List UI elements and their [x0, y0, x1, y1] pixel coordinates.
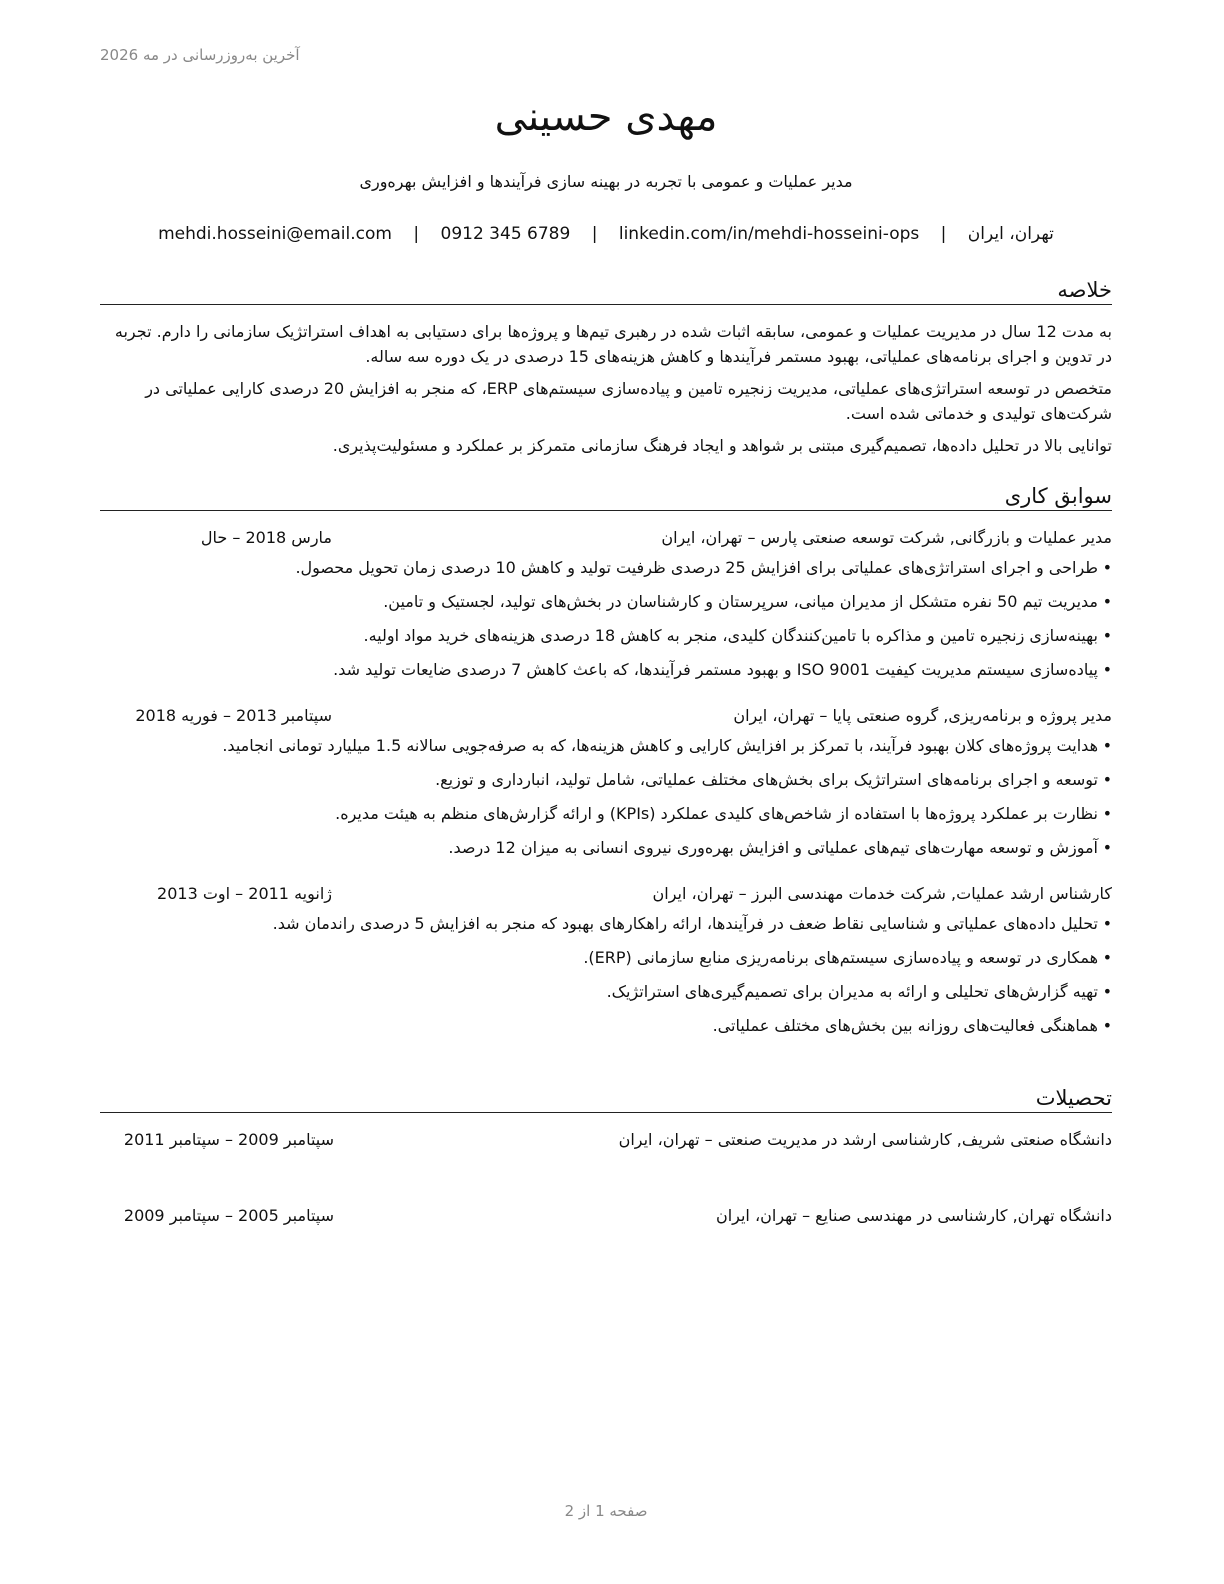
education-title: دانشگاه تهران, کارشناسی در مهندسی صنایع – تهران، ایران [715, 1206, 1112, 1225]
contact-separator: | [591, 224, 598, 244]
education-entry [100, 1203, 1112, 1279]
summary-section [100, 276, 1112, 465]
education-dates: سپتامبر 2005 – سپتامبر 2009 [123, 1206, 334, 1225]
job-bullet: •هماهنگی فعالیت‌های روزانه بین بخش‌های مختلف عملیاتی. [712, 1016, 1112, 1035]
education-title: دانشگاه صنعتی شریف, کارشناسی ارشد در مدیریت صنعتی – تهران، ایران [618, 1130, 1112, 1149]
job-entry [100, 881, 1112, 1043]
summary-heading: خلاصه [100, 276, 1112, 305]
job-title: مدیر پروژه و برنامه‌ریزی, گروه صنعتی پایا – تهران، ایران [733, 706, 1112, 725]
job-bullet: •همکاری در توسعه و پیاده‌سازی سیستم‌های برنامه‌ریزی منابع سازمانی (ERP). [583, 948, 1112, 967]
job-bullet: •طراحی و اجرای استراتژی‌های عملیاتی برای افزایش 25 درصدی ظرفیت تولید و کاهش 10 درصدی زمان تحویل محصول. [295, 558, 1112, 577]
job-bullet: •توسعه و اجرای برنامه‌های استراتژیک برای بخش‌های مختلف عملیاتی، شامل تولید، انبارداری و توزیع. [435, 770, 1112, 789]
job-bullet: •پیاده‌سازی سیستم مدیریت کیفیت ISO 9001 و بهبود مستمر فرآیندها، که باعث کاهش 7 درصدی ضایعات تولید شد. [333, 660, 1112, 679]
contact-location: تهران، ایران [967, 224, 1054, 244]
education-dates: سپتامبر 2009 – سپتامبر 2011 [123, 1130, 334, 1149]
experience-heading: سوابق کاری [100, 482, 1112, 511]
education-section [100, 1084, 1112, 1279]
job-dates: سپتامبر 2013 – فوریه 2018 [135, 706, 332, 725]
resume-page [100, 0, 1112, 1584]
education-entry [100, 1127, 1112, 1203]
job-bullet: •تحلیل داده‌های عملیاتی و شناسایی نقاط ضعف در فرآیندها، ارائه راهکارهای بهبود که منجر به افزایش 5 درصدی راندمان شد. [272, 914, 1112, 933]
contact-separator: | [940, 224, 947, 244]
summary-paragraph: توانایی بالا در تحلیل داده‌ها، تصمیم‌گیری مبتنی بر شواهد و ایجاد فرهنگ سازمانی متمرکز بر عملکرد و مسئولیت‌پذیری. [332, 436, 1112, 455]
job-bullet: •آموزش و توسعه مهارت‌های تیم‌های عملیاتی و افزایش بهره‌وری نیروی انسانی به میزان 12 درصد. [448, 838, 1112, 857]
job-bullet: •نظارت بر عملکرد پروژه‌ها با استفاده از شاخص‌های کلیدی عملکرد (KPIs) و ارائه گزارش‌های منظم به هیئت مدیره. [335, 804, 1112, 823]
contact-phone[interactable]: 0912 345 6789 [440, 224, 571, 244]
job-title: کارشناس ارشد عملیات, شرکت خدمات مهندسی البرز – تهران، ایران [652, 884, 1112, 903]
last-updated-note: آخرین به‌روزرسانی در مه 2026 [100, 46, 300, 64]
job-dates: مارس 2018 – حال [200, 528, 332, 547]
candidate-name: مهدی حسینی [494, 94, 718, 140]
job-dates: ژانویه 2011 – اوت 2013 [157, 884, 332, 903]
job-entry [100, 703, 1112, 865]
contact-line [100, 224, 1112, 244]
job-bullet: •تهیه گزارش‌های تحلیلی و ارائه به مدیران برای تصمیم‌گیری‌های استراتژیک. [606, 982, 1112, 1001]
job-title: مدیر عملیات و بازرگانی, شرکت توسعه صنعتی پارس – تهران، ایران [661, 528, 1112, 547]
contact-separator: | [413, 224, 420, 244]
experience-section [100, 482, 1112, 1043]
job-entry [100, 525, 1112, 687]
contact-linkedin[interactable]: linkedin.com/in/mehdi-hosseini-ops [618, 224, 920, 244]
summary-paragraph: متخصص در توسعه استراتژی‌های عملیاتی، مدیریت زنجیره تامین و پیاده‌سازی سیستم‌های ERP، که منجر به افزایش 20 درصدی کارایی عملیاتی در شرکت‌های تولیدی و خدماتی شده است. [145, 379, 1112, 423]
job-bullet: •مدیریت تیم 50 نفره متشکل از مدیران میانی، سرپرستان و کارشناسان در بخش‌های تولید، لجستیک و تامین. [383, 592, 1112, 611]
job-bullet: •بهینه‌سازی زنجیره تامین و مذاکره با تامین‌کنندگان کلیدی، منجر به کاهش 18 درصدی هزینه‌های خرید مواد اولیه. [363, 626, 1112, 645]
job-bullet: •هدایت پروژه‌های کلان بهبود فرآیند، با تمرکز بر افزایش کارایی و کاهش هزینه‌ها، که به صرفه‌جویی سالانه 1.5 میلیارد تومانی انجامید. [222, 736, 1112, 755]
contact-email[interactable]: mehdi.hosseini@email.com [158, 224, 392, 244]
page-number: صفحه 1 از 2 [564, 1502, 648, 1520]
summary-paragraph: به مدت 12 سال در مدیریت عملیات و عمومی، سابقه اثبات شده در رهبری تیم‌ها و پروژه‌ها برای دستیابی به اهداف استراتژیک سازمانی را دارم. تجربه در تدوین و اجرای برنامه‌های عملیاتی، بهبود مستمر فرآیندها و کاهش هزینه‌های 15 درصدی در یک دوره سه ساله. [114, 322, 1112, 366]
education-heading: تحصیلات [100, 1084, 1112, 1113]
candidate-tagline: مدیر عملیات و عمومی با تجربه در بهینه سازی فرآیندها و افزایش بهره‌وری [359, 172, 853, 191]
